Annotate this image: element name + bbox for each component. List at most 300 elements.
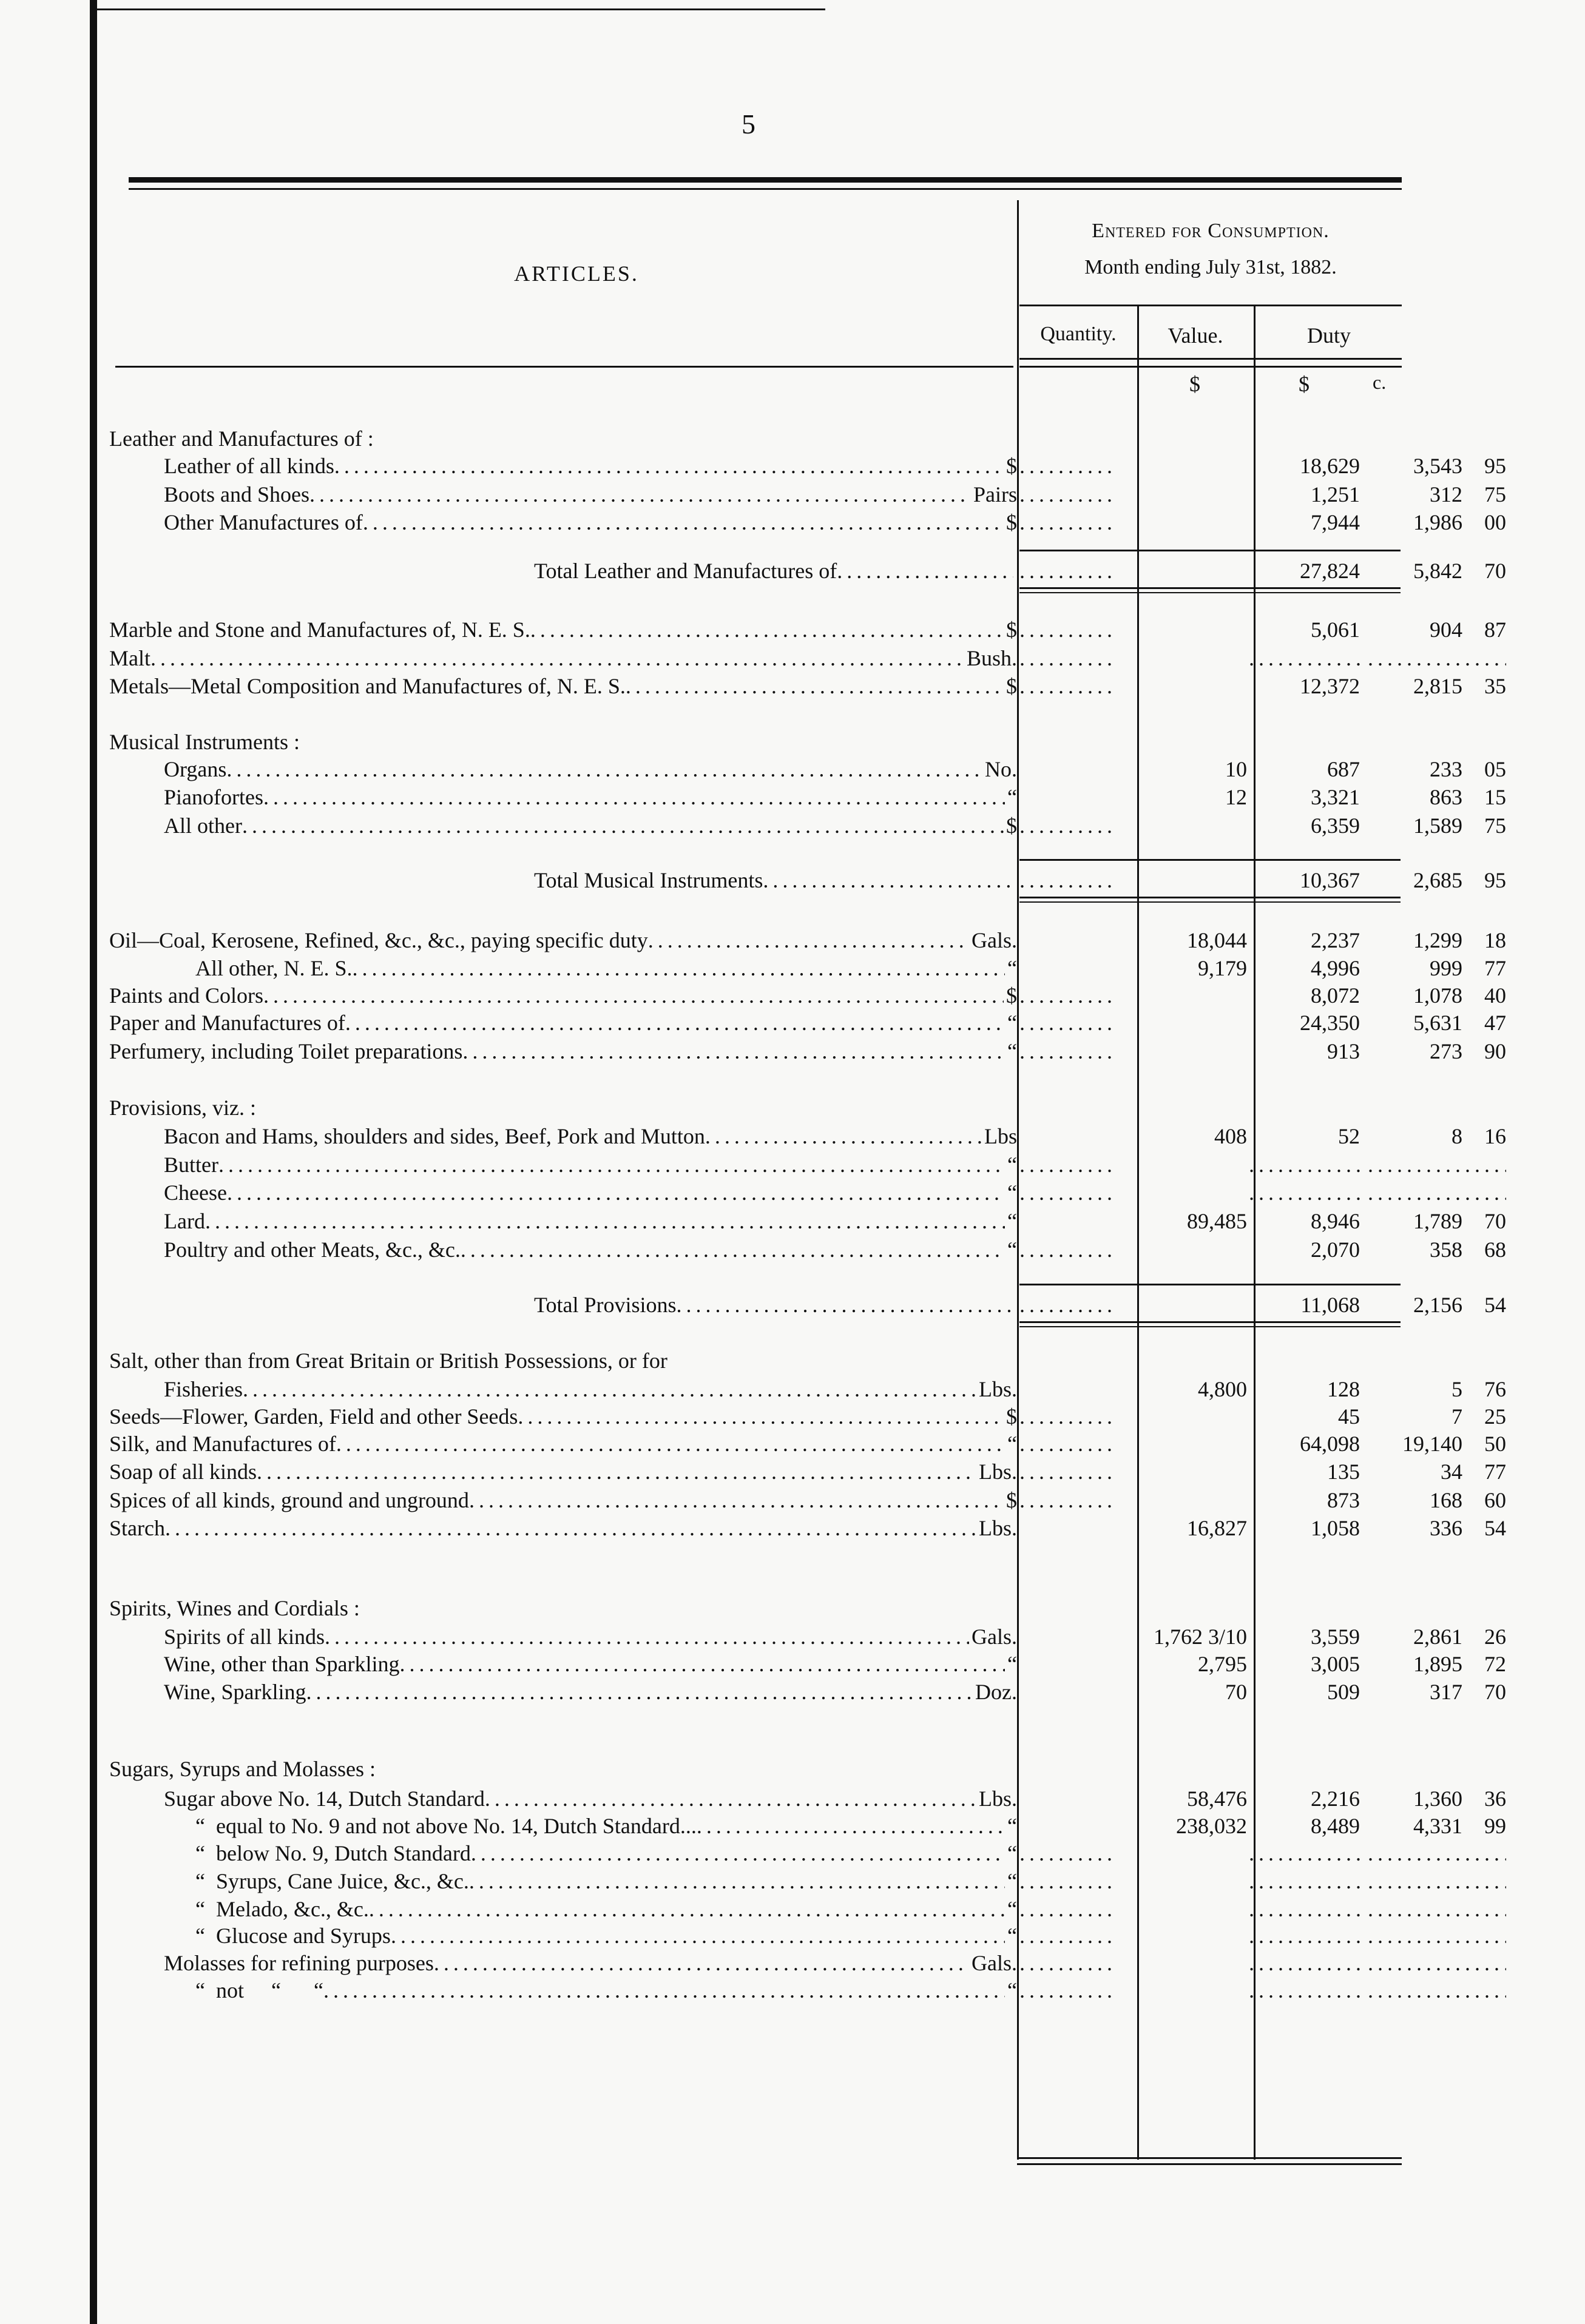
leader-dots xyxy=(263,783,1005,811)
value-cell: 10,367 xyxy=(1300,868,1360,892)
leader-dots xyxy=(334,452,1004,480)
unit-label: $ xyxy=(1006,1488,1017,1512)
duty-dollars-cell: 336 xyxy=(1430,1516,1462,1540)
leader-dots xyxy=(399,1650,1005,1678)
duty-dollars-cell: 2,815 xyxy=(1413,674,1462,698)
quantity-empty xyxy=(1019,1430,1114,1458)
unit-label: Bush. xyxy=(966,646,1017,670)
total-rule-above xyxy=(1019,1284,1401,1285)
article-label xyxy=(109,1458,1017,1486)
table-row xyxy=(109,1375,1506,1403)
unit-label: $ xyxy=(1006,1404,1017,1429)
leader-dots xyxy=(705,1122,982,1150)
article-name: All other xyxy=(164,813,242,838)
unit-label: Lbs. xyxy=(979,1787,1017,1811)
duty-empty xyxy=(1368,1895,1506,1923)
table-row xyxy=(109,1594,1402,1622)
value-empty xyxy=(1249,1949,1360,1977)
duty-empty xyxy=(1368,1976,1506,2004)
table-row xyxy=(109,1151,1402,1179)
quantity-empty xyxy=(1019,644,1114,672)
article-label xyxy=(164,1785,1017,1813)
quantity-empty xyxy=(1019,1403,1114,1430)
duty-cents-cell: 77 xyxy=(1484,956,1506,980)
article-name: “ Glucose and Syrups xyxy=(195,1924,391,1948)
quantity-cell: 4,800 xyxy=(1198,1377,1247,1401)
article-label xyxy=(195,1812,1017,1840)
leader-dots xyxy=(469,1867,1005,1895)
table-row xyxy=(109,812,1506,840)
duty-cents-cell: 00 xyxy=(1484,510,1506,534)
quantity-empty xyxy=(1019,1151,1114,1179)
value-cell: 3,321 xyxy=(1311,785,1360,809)
duty-empty xyxy=(1368,1151,1506,1179)
articles-heading: ARTICLES. xyxy=(514,261,639,286)
article-label xyxy=(534,866,1013,894)
article-name: Total Leather and Manufactures of xyxy=(534,559,837,583)
table-row xyxy=(109,616,1506,644)
table-row xyxy=(109,1922,1402,1950)
article-name: Spices of all kinds, ground and unground xyxy=(109,1488,469,1512)
value-cell: 135 xyxy=(1327,1460,1360,1484)
duty-empty xyxy=(1368,1949,1506,1977)
value-cell: 18,629 xyxy=(1300,454,1360,478)
quantity-empty xyxy=(1019,1037,1114,1065)
article-label xyxy=(164,1179,1017,1207)
quantity-empty xyxy=(1019,1895,1114,1923)
table-row xyxy=(109,480,1506,508)
duty-cents-cell: 50 xyxy=(1484,1432,1506,1456)
value-empty xyxy=(1249,1179,1360,1207)
article-label xyxy=(164,1949,1017,1977)
total-rule-below xyxy=(1019,1321,1401,1323)
leader-dots xyxy=(369,1895,1005,1923)
total-rule-below xyxy=(1019,897,1401,898)
article-label xyxy=(164,1151,1017,1179)
table-row xyxy=(109,1839,1402,1867)
duty-dollars-cell: 4,331 xyxy=(1413,1814,1462,1838)
table-row xyxy=(109,1094,1402,1122)
table-row xyxy=(109,1812,1506,1840)
value-cell: 3,559 xyxy=(1311,1625,1360,1649)
leader-dots xyxy=(323,1976,1005,2004)
table-row xyxy=(109,1236,1506,1264)
bottom-rule-2 xyxy=(1017,2163,1402,2165)
value-cell: 27,824 xyxy=(1300,559,1360,583)
article-label xyxy=(164,783,1017,811)
value-cell: 687 xyxy=(1327,757,1360,781)
table-row xyxy=(109,672,1506,700)
value-empty xyxy=(1249,1976,1360,2004)
unit-label: “ xyxy=(1007,956,1017,980)
leader-dots xyxy=(353,954,1005,982)
article-name: “ below No. 9, Dutch Standard xyxy=(195,1841,471,1865)
table-row xyxy=(109,1678,1506,1706)
unit-label: “ xyxy=(1007,1841,1017,1865)
duty-cents-cell: 70 xyxy=(1484,1209,1506,1233)
article-name: Salt, other than from Great Britain or British Possessions, or for xyxy=(109,1349,667,1373)
article-label xyxy=(109,728,1013,756)
article-label xyxy=(164,1236,1017,1264)
leader-dots xyxy=(837,557,1013,585)
article-name: Starch xyxy=(109,1516,165,1540)
table-row xyxy=(109,1623,1506,1651)
duty-dollars-cell: 999 xyxy=(1430,956,1462,980)
unit-label: “ xyxy=(1007,785,1017,809)
table-row xyxy=(109,728,1402,756)
value-cell: 8,072 xyxy=(1311,983,1360,1008)
value-cell: 128 xyxy=(1327,1377,1360,1401)
value-cell: 2,070 xyxy=(1311,1238,1360,1262)
article-label xyxy=(109,425,1013,453)
article-name: Seeds—Flower, Garden, Field and other Seeds xyxy=(109,1404,518,1429)
article-name: Wine, Sparkling xyxy=(164,1680,306,1704)
value-cell: 24,350 xyxy=(1300,1011,1360,1035)
table-row xyxy=(109,1650,1506,1678)
article-name: Other Manufactures of xyxy=(164,510,363,534)
article-label xyxy=(109,1755,1013,1783)
article-label xyxy=(195,954,1017,982)
unit-label: “ xyxy=(1007,1652,1017,1676)
duty-dollars-cell: 1,986 xyxy=(1413,510,1462,534)
article-name: “ not “ “ xyxy=(195,1978,323,2002)
value-cell: 11,068 xyxy=(1300,1293,1360,1317)
unit-label: $ xyxy=(1006,674,1017,698)
quantity-cell: 12 xyxy=(1225,785,1247,809)
article-label xyxy=(195,1867,1017,1895)
leader-dots xyxy=(763,866,1013,894)
quantity-cell: 16,827 xyxy=(1187,1516,1247,1540)
value-cell: 6,359 xyxy=(1311,813,1360,838)
unit-label: “ xyxy=(1007,1897,1017,1921)
value-heading: Value. xyxy=(1168,323,1223,348)
unit-label: “ xyxy=(1007,1924,1017,1948)
duty-dollars-cell: 2,156 xyxy=(1413,1293,1462,1317)
leader-dots xyxy=(697,1812,1005,1840)
duty-cents-cell: 90 xyxy=(1484,1039,1506,1063)
leader-dots xyxy=(677,1291,1014,1319)
leader-dots xyxy=(518,1403,1004,1430)
total-rule-below xyxy=(1019,587,1401,589)
bottom-rule xyxy=(1017,2157,1402,2159)
duty-empty xyxy=(1368,1867,1506,1895)
value-empty xyxy=(1249,1839,1360,1867)
leader-dots xyxy=(227,1179,1005,1207)
header-rule-thick xyxy=(129,177,1402,183)
quantity-cell: 1,762 3/10 xyxy=(1153,1625,1247,1649)
subheader-rule xyxy=(1019,358,1402,360)
unit-label: $ xyxy=(1006,983,1017,1008)
article-label xyxy=(164,452,1017,480)
leader-dots xyxy=(150,644,964,672)
article-name: Bacon and Hams, shoulders and sides, Beef, Pork and Mutton xyxy=(164,1124,705,1148)
duty-dollars-cell: 1,299 xyxy=(1413,928,1462,952)
table-row xyxy=(109,644,1402,672)
unit-label: Gals. xyxy=(972,928,1017,952)
article-label xyxy=(534,557,1013,585)
article-label xyxy=(109,1486,1017,1514)
table-row xyxy=(109,954,1506,982)
duty-cents-sign: c. xyxy=(1373,371,1387,393)
article-name: Oil—Coal, Kerosene, Refined, &c., &c., paying specific duty xyxy=(109,928,648,952)
duty-dollars-cell: 2,685 xyxy=(1413,868,1462,892)
article-label xyxy=(164,812,1017,840)
duty-cents-cell: 70 xyxy=(1484,559,1506,583)
value-cell: 1,251 xyxy=(1311,482,1360,507)
leader-dots xyxy=(461,1236,1005,1264)
article-name: Cheese xyxy=(164,1181,227,1205)
article-label xyxy=(164,1207,1017,1235)
article-label xyxy=(109,1594,1013,1622)
duty-dollars-cell: 317 xyxy=(1430,1680,1462,1704)
article-name: Butter xyxy=(164,1153,218,1177)
article-label xyxy=(164,480,1017,508)
duty-dollars-cell: 7 xyxy=(1452,1404,1462,1429)
table-row xyxy=(109,1430,1506,1458)
leader-dots xyxy=(242,812,1004,840)
article-label xyxy=(164,1122,1017,1150)
unit-label: “ xyxy=(1007,1181,1017,1205)
article-name: Malt xyxy=(109,646,150,670)
value-cell: 1,058 xyxy=(1311,1516,1360,1540)
unit-label: $ xyxy=(1006,618,1017,642)
table-row xyxy=(109,1403,1506,1430)
month-rule xyxy=(1019,305,1402,306)
unit-label: No. xyxy=(985,757,1017,781)
duty-cents-cell: 35 xyxy=(1484,674,1506,698)
unit-label: “ xyxy=(1007,1814,1017,1838)
article-name: Paints and Colors xyxy=(109,983,264,1008)
total-rule-below-2 xyxy=(1019,1326,1401,1327)
duty-dollars-cell: 904 xyxy=(1430,618,1462,642)
leader-dots xyxy=(336,1430,1005,1458)
value-empty xyxy=(1249,1895,1360,1923)
leader-dots xyxy=(626,672,1004,700)
quantity-empty xyxy=(1019,672,1114,700)
duty-cents-cell: 76 xyxy=(1484,1377,1506,1401)
quantity-empty xyxy=(1019,480,1114,508)
duty-dollar-sign: $ xyxy=(1299,372,1310,396)
leader-dots xyxy=(243,1375,976,1403)
duty-cents-cell: 60 xyxy=(1484,1488,1506,1512)
duty-dollars-cell: 168 xyxy=(1430,1488,1462,1512)
duty-cents-cell: 15 xyxy=(1484,785,1506,809)
table-row xyxy=(109,1514,1506,1542)
table-row xyxy=(109,1976,1402,2004)
duty-cents-cell: 72 xyxy=(1484,1652,1506,1676)
article-label xyxy=(109,1009,1017,1037)
duty-dollars-cell: 2,861 xyxy=(1413,1625,1462,1649)
quantity-cell: 58,476 xyxy=(1187,1787,1247,1811)
total-rule-above xyxy=(1019,859,1401,861)
leader-dots xyxy=(345,1009,1005,1037)
article-name: Soap of all kinds xyxy=(109,1460,257,1484)
value-cell: 7,944 xyxy=(1311,510,1360,534)
duty-dollars-cell: 34 xyxy=(1441,1460,1462,1484)
value-empty xyxy=(1249,1151,1360,1179)
duty-empty xyxy=(1368,1922,1506,1950)
quantity-empty xyxy=(1019,452,1114,480)
total-row xyxy=(109,866,1506,894)
leader-dots xyxy=(648,926,969,954)
duty-dollars-cell: 1,789 xyxy=(1413,1209,1462,1233)
quantity-empty xyxy=(1019,1179,1114,1207)
article-name: Silk, and Manufactures of xyxy=(109,1432,336,1456)
unit-label: “ xyxy=(1007,1209,1017,1233)
duty-cents-cell: 25 xyxy=(1484,1404,1506,1429)
table-row xyxy=(109,452,1506,480)
unit-label: Doz. xyxy=(975,1680,1017,1704)
total-row xyxy=(109,1291,1506,1319)
unit-label: “ xyxy=(1007,1153,1017,1177)
value-cell: 509 xyxy=(1327,1680,1360,1704)
quantity-empty xyxy=(1019,1009,1114,1037)
quantity-empty xyxy=(1019,1922,1114,1950)
duty-empty xyxy=(1368,1179,1506,1207)
article-name: All other, N. E. S. xyxy=(195,956,353,980)
article-name: Wine, other than Sparkling xyxy=(164,1652,400,1676)
quantity-heading: Quantity. xyxy=(1040,323,1117,345)
quantity-cell: 10 xyxy=(1225,757,1247,781)
article-name: “ equal to No. 9 and not above No. 14, Dutch Standard... xyxy=(195,1814,697,1838)
unit-label: Lbs. xyxy=(979,1516,1017,1540)
value-cell: 12,372 xyxy=(1300,674,1360,698)
table-row xyxy=(109,1949,1402,1977)
table-row xyxy=(109,1458,1506,1486)
leader-dots xyxy=(226,755,982,783)
unit-label: “ xyxy=(1007,1978,1017,2002)
article-name: “ Syrups, Cane Juice, &c., &c. xyxy=(195,1869,469,1893)
table-row xyxy=(109,926,1506,954)
unit-label: Lbs. xyxy=(979,1377,1017,1401)
unit-label: Lbs xyxy=(984,1124,1017,1148)
leader-dots xyxy=(434,1949,969,1977)
duty-dollars-cell: 1,895 xyxy=(1413,1652,1462,1676)
total-rule-below-2 xyxy=(1019,592,1401,593)
table-row xyxy=(109,1122,1506,1150)
quantity-empty xyxy=(1019,508,1114,536)
article-label xyxy=(109,1514,1017,1542)
leader-dots xyxy=(363,508,1004,536)
quantity-empty xyxy=(1019,1867,1114,1895)
article-name: Leather of all kinds xyxy=(164,454,334,478)
value-empty xyxy=(1249,1922,1360,1950)
table-row xyxy=(109,425,1402,453)
article-label xyxy=(195,1922,1017,1950)
table-row xyxy=(109,1009,1506,1037)
table-row xyxy=(109,1486,1506,1514)
quantity-empty xyxy=(1019,1236,1114,1264)
entered-for-consumption-heading: Entered for Consumption. xyxy=(1092,220,1330,242)
duty-cents-cell: 99 xyxy=(1484,1814,1506,1838)
value-cell: 52 xyxy=(1338,1124,1360,1148)
article-name: Leather and Manufactures of : xyxy=(109,426,374,451)
article-label xyxy=(534,1291,1013,1319)
quantity-empty xyxy=(1019,1291,1114,1319)
quantity-cell: 70 xyxy=(1225,1680,1247,1704)
unit-label: “ xyxy=(1007,1238,1017,1262)
article-name: Sugar above No. 14, Dutch Standard xyxy=(164,1787,485,1811)
leader-dots xyxy=(205,1207,1005,1235)
unit-label: Lbs. xyxy=(979,1460,1017,1484)
article-name: Paper and Manufactures of xyxy=(109,1011,345,1035)
quantity-cell: 2,795 xyxy=(1198,1652,1247,1676)
leader-dots xyxy=(263,982,1004,1009)
duty-cents-cell: 54 xyxy=(1484,1516,1506,1540)
value-cell: 2,216 xyxy=(1311,1787,1360,1811)
article-name: Perfumery, including Toilet preparations xyxy=(109,1039,463,1063)
leader-dots xyxy=(218,1151,1005,1179)
duty-dollars-cell: 19,140 xyxy=(1402,1432,1462,1456)
article-name: Boots and Shoes xyxy=(164,482,310,507)
quantity-empty xyxy=(1019,982,1114,1009)
duty-cents-cell: 36 xyxy=(1484,1787,1506,1811)
total-rule-below-2 xyxy=(1019,901,1401,903)
article-name: Fisheries xyxy=(164,1377,243,1401)
unit-label: Gals. xyxy=(972,1951,1017,1975)
article-name: Organs xyxy=(164,757,227,781)
article-name: Molasses for refining purposes xyxy=(164,1951,434,1975)
duty-dollars-cell: 358 xyxy=(1430,1238,1462,1262)
article-label xyxy=(109,982,1017,1009)
duty-dollars-cell: 1,078 xyxy=(1413,983,1462,1008)
value-cell: 873 xyxy=(1327,1488,1360,1512)
unit-label: “ xyxy=(1007,1039,1017,1063)
duty-cents-cell: 47 xyxy=(1484,1011,1506,1035)
table-row xyxy=(109,1755,1402,1783)
quantity-empty xyxy=(1019,557,1114,585)
duty-cents-cell: 18 xyxy=(1484,928,1506,952)
unit-label: Gals. xyxy=(972,1625,1017,1649)
article-label xyxy=(109,644,1017,672)
article-label xyxy=(164,755,1017,783)
leader-dots xyxy=(462,1037,1005,1065)
article-label xyxy=(164,508,1017,536)
duty-cents-cell: 40 xyxy=(1484,983,1506,1008)
leader-dots xyxy=(469,1486,1004,1514)
quantity-cell: 18,044 xyxy=(1187,928,1247,952)
duty-dollars-cell: 8 xyxy=(1452,1124,1462,1148)
duty-cents-cell: 75 xyxy=(1484,482,1506,507)
article-label xyxy=(195,1839,1017,1867)
table-row xyxy=(109,783,1506,811)
article-name: Musical Instruments : xyxy=(109,730,300,754)
article-label xyxy=(109,1430,1017,1458)
duty-dollars-cell: 3,543 xyxy=(1413,454,1462,478)
article-name: Sugars, Syrups and Molasses : xyxy=(109,1757,376,1781)
duty-cents-cell: 54 xyxy=(1484,1293,1506,1317)
value-cell: 3,005 xyxy=(1311,1652,1360,1676)
duty-cents-cell: 87 xyxy=(1484,618,1506,642)
quantity-empty xyxy=(1019,1486,1114,1514)
quantity-empty xyxy=(1019,866,1114,894)
value-empty xyxy=(1249,644,1360,672)
article-name: “ Melado, &c., &c. xyxy=(195,1897,369,1921)
article-label xyxy=(109,926,1017,954)
duty-dollars-cell: 1,589 xyxy=(1413,813,1462,838)
unit-label: $ xyxy=(1006,454,1017,478)
table-row xyxy=(109,755,1506,783)
unit-label: $ xyxy=(1006,813,1017,838)
article-name: Total Provisions xyxy=(534,1293,677,1317)
duty-cents-cell: 68 xyxy=(1484,1238,1506,1262)
value-cell: 5,061 xyxy=(1311,618,1360,642)
leader-dots xyxy=(485,1785,976,1813)
duty-dollars-cell: 5 xyxy=(1452,1377,1462,1401)
binding-edge xyxy=(90,0,97,2324)
duty-cents-cell: 95 xyxy=(1484,868,1506,892)
table-row xyxy=(109,1785,1506,1813)
